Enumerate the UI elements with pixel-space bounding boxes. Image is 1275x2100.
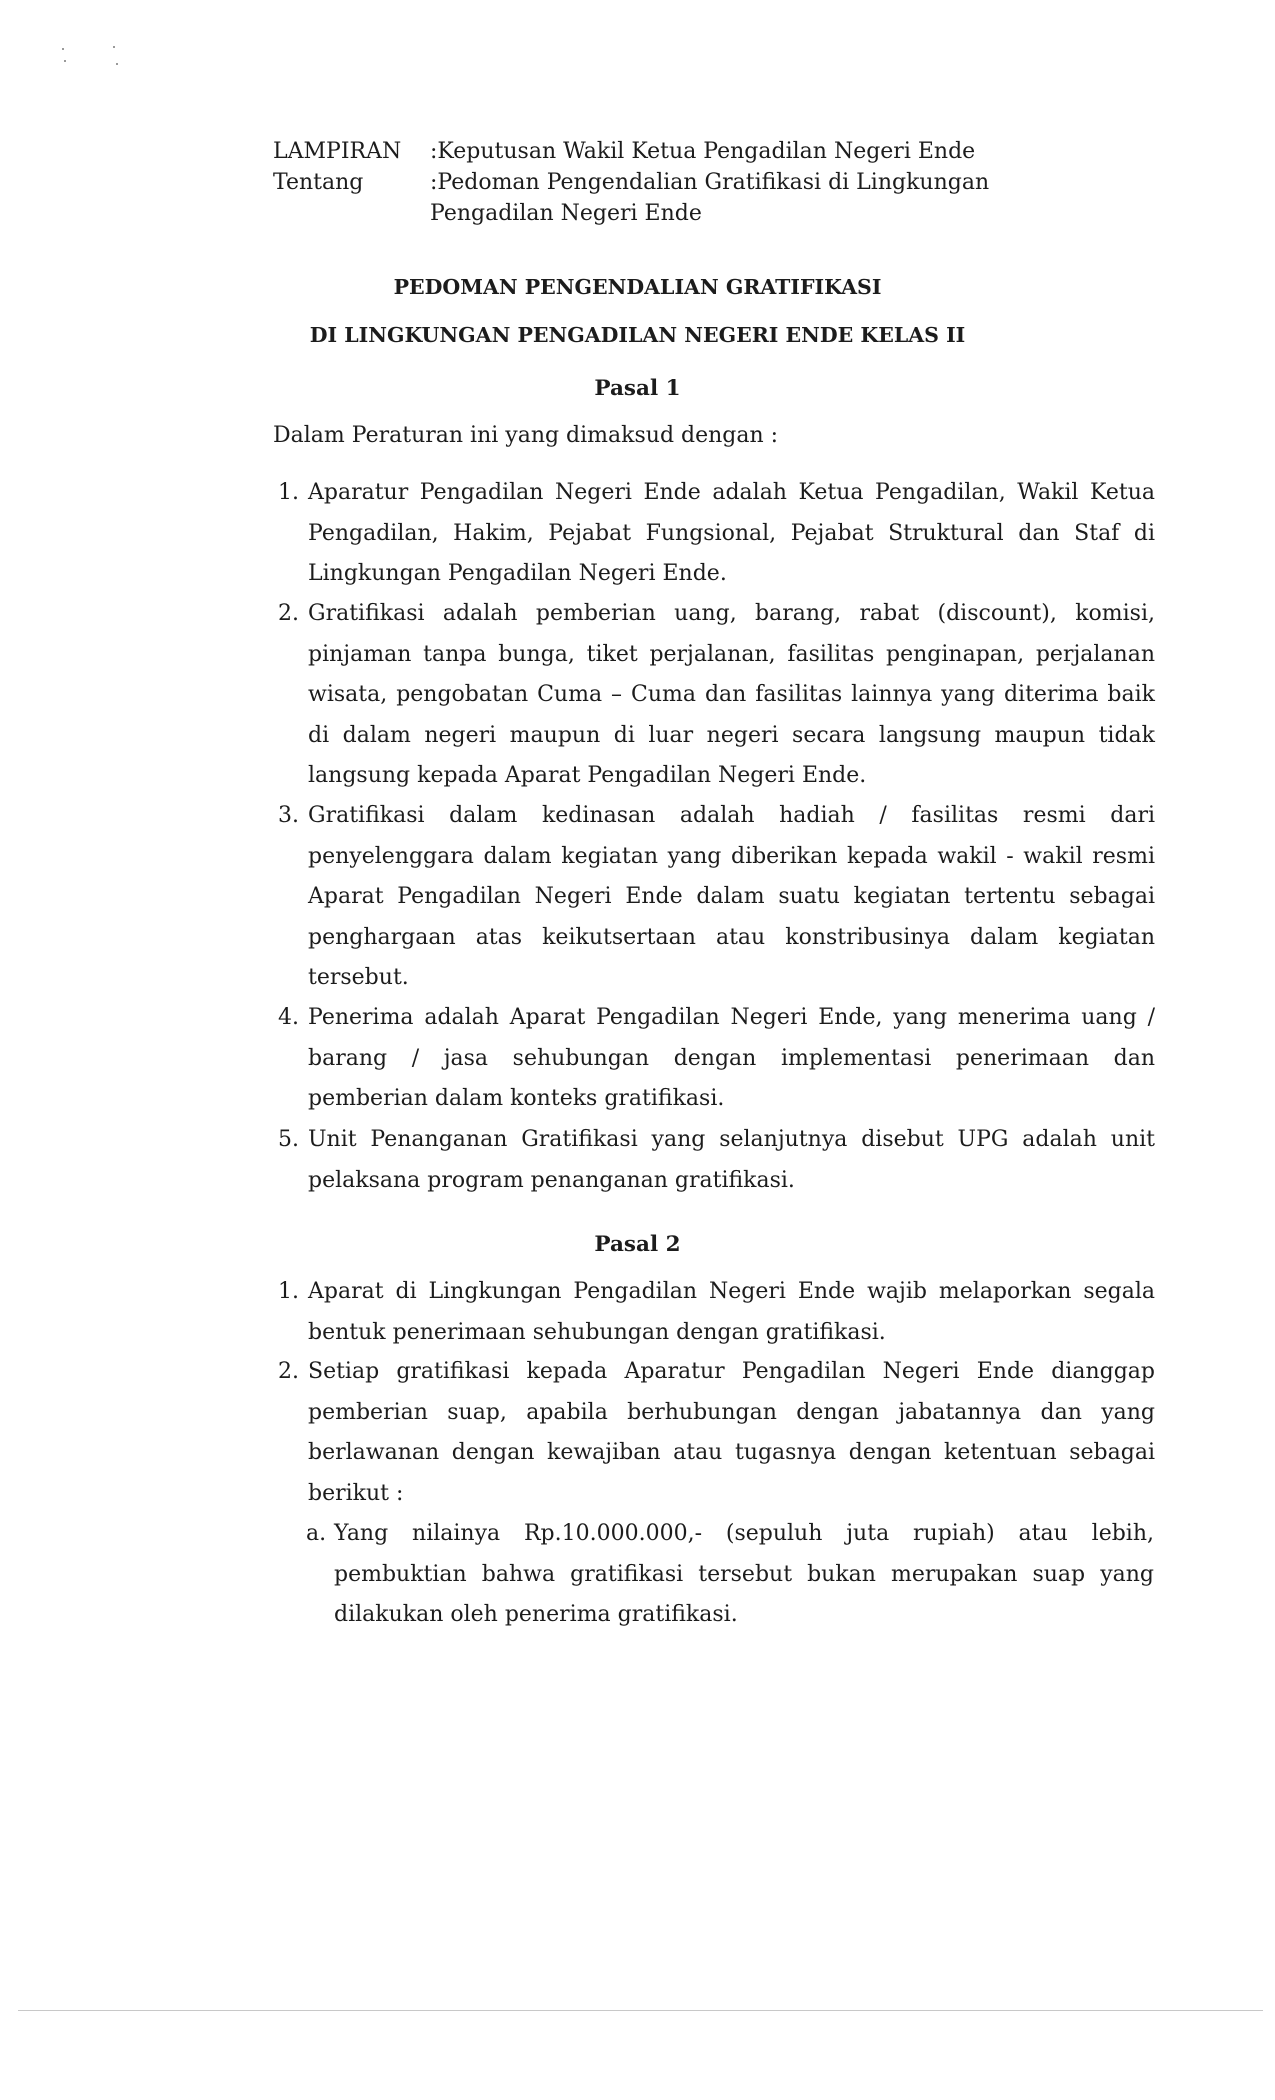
scan-mark [116, 63, 118, 65]
scan-mark [62, 48, 64, 50]
sub-list-item-text: Yang nilainya Rp.10.000.000,- (sepuluh juta rupiah) atau lebih, pembuktian bahwa gratifikasi tersebut bukan merupakan suap yang dilakukan oleh penerima gratifikasi. [334, 1521, 1154, 1627]
list-item-text: Aparatur Pengadilan Negeri Ende adalah Ketua Pengadilan, Wakil Ketua Pengadilan, Hakim, Pejabat Fungsional, Pejabat Struktural dan Staf di Lingkungan Pengadilan Negeri Ende. [308, 480, 1155, 586]
document-title-line1: PEDOMAN PENGENDALIAN GRATIFIKASI [393, 275, 882, 299]
list-item-text: Gratifikasi dalam kedinasan adalah hadiah / fasilitas resmi dari penyelenggara dalam kegiatan yang diberikan kepada wakil - wakil resmi Aparat Pengadilan Negeri Ende dalam suatu kegiatan tertentu sebagai penghargaan atas keikutsertaan atau konstribusinya dalam kegiatan tersebut. [308, 803, 1155, 990]
header-row-lampiran [273, 136, 975, 167]
list-item-number: 2. [278, 601, 299, 626]
pasal-1-intro: Dalam Peraturan ini yang dimaksud dengan : [273, 423, 779, 448]
list-item-text: Unit Penanganan Gratifikasi yang selanjutnya disebut UPG adalah unit pelaksana program penanganan gratifikasi. [308, 1127, 1155, 1193]
scan-mark [64, 60, 66, 62]
list-item-text: Aparat di Lingkungan Pengadilan Negeri Ende wajib melaporkan segala bentuk penerimaan sehubungan dengan gratifikasi. [308, 1279, 1155, 1345]
header-value: :Pedoman Pengendalian Gratifikasi di Lingkungan [430, 170, 990, 195]
list-item-number: 2. [278, 1359, 299, 1384]
list-item-number: 3. [278, 803, 299, 828]
list-item-number: 1. [278, 480, 299, 505]
list-item-text: Penerima adalah Aparat Pengadilan Negeri Ende, yang menerima uang / barang / jasa sehubungan dengan implementasi penerimaan dan pemberian dalam konteks gratifikasi. [308, 1005, 1155, 1111]
sub-list-item-letter: a. [306, 1521, 327, 1546]
header-value: Pengadilan Negeri Ende [430, 201, 702, 226]
document-title-line2: DI LINGKUNGAN PENGADILAN NEGERI ENDE KELAS II [309, 323, 966, 347]
header-label: Tentang [273, 170, 364, 195]
pasal-1-heading: Pasal 1 [594, 376, 681, 401]
list-item-text: Gratifikasi adalah pemberian uang, barang, rabat (discount), komisi, pinjaman tanpa bunga, tiket perjalanan, fasilitas penginapan, perjalanan wisata, pengobatan Cuma – Cuma dan fasilitas lainnya yang diterima baik di dalam negeri maupun di luar negeri secara langsung maupun tidak langsung kepada Aparat Pengadilan Negeri Ende. [308, 601, 1155, 788]
list-item-number: 4. [278, 1005, 299, 1030]
list-item-number: 1. [278, 1279, 299, 1304]
list-item-number: 5. [278, 1127, 299, 1152]
header-label: LAMPIRAN [273, 139, 402, 164]
pasal-2-heading: Pasal 2 [594, 1232, 681, 1257]
header-row-continuation [273, 198, 702, 229]
scan-mark [113, 46, 115, 48]
header-value: :Keputusan Wakil Ketua Pengadilan Negeri Ende [430, 139, 976, 164]
page-bottom-rule [18, 2010, 1263, 2011]
list-item-text: Setiap gratifikasi kepada Aparatur Pengadilan Negeri Ende dianggap pemberian suap, apabila berhubungan dengan jabatannya dan yang berlawanan dengan kewajiban atau tugasnya dengan ketentuan sebagai berikut : [308, 1359, 1155, 1506]
header-row-tentang [273, 167, 989, 198]
